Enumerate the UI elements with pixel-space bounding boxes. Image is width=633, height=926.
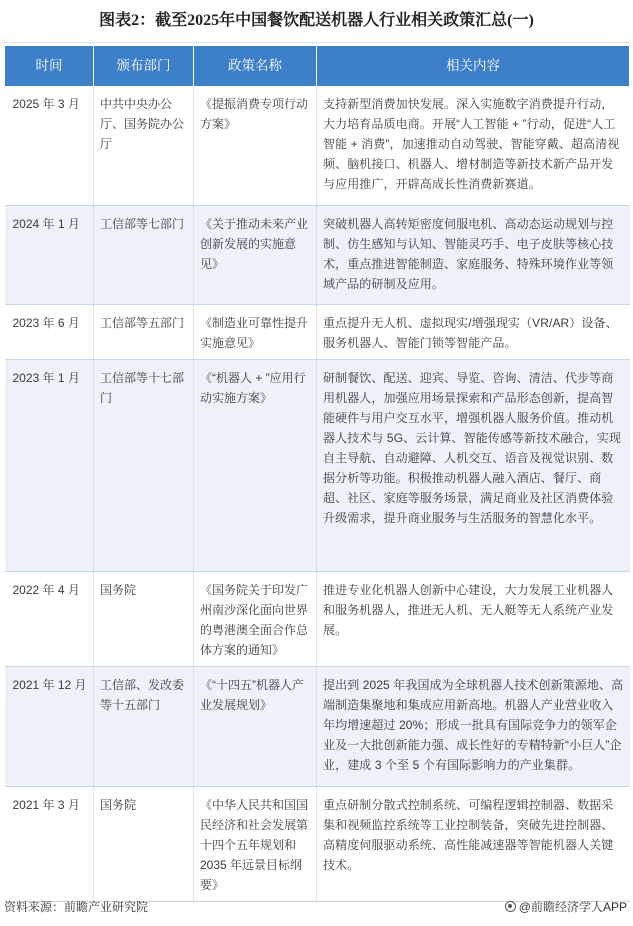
cell-time: 2023 年 6 月 (5, 304, 94, 359)
table-row (5, 666, 630, 786)
cell-content: 突破机器人高转矩密度伺服电机、高动态运动规划与控制、仿生感知与认知、智能灵巧手、电子皮肤等核心技术，重点推进智能制造、家庭服务、特殊环境作业等领域产品的研制及应用。 (317, 205, 630, 304)
header-time: 时间 (5, 46, 94, 86)
title-divider (4, 42, 629, 43)
cell-time: 2021 年 3 月 (5, 786, 94, 901)
cell-policy: 《制造业可靠性提升实施意见》 (194, 304, 317, 359)
table-row (5, 786, 630, 901)
cell-policy: 《中华人民共和国国民经济和社会发展第十四个五年规划和 2035 年远景目标纲要》 (194, 786, 317, 901)
cell-content: 支持新型消费加快发展。深入实施数字消费提升行动，大力培育品质电商。开展“人工智能 + ”行动，促进“人工智能 + 消费”，加速推动自动驾驶、智能穿戴、超高清视频、脑机接口、机器人、增材制造等新技术新产品开发与应用推广，开辟高成长性消费新赛道。 (317, 86, 630, 205)
cell-dept: 工信部等十七部门 (94, 359, 194, 571)
table-row (5, 359, 630, 571)
cell-dept: 中共中央办公厅、国务院办公厅 (94, 86, 194, 205)
cell-policy: 《“十四五”机器人产业发展规划》 (194, 666, 317, 786)
cell-policy: 《“机器人 + ”应用行动实施方案》 (194, 359, 317, 571)
cell-content: 重点研制分散式控制系统、可编程逻辑控制器、数据采集和视频监控系统等工业控制装备，突破先进控制器、高精度伺服驱动系统、高性能减速器等智能机器人关键技术。 (317, 786, 630, 901)
qianzhan-logo-icon (505, 901, 516, 912)
cell-time: 2025 年 3 月 (5, 86, 94, 205)
policy-table (4, 46, 630, 902)
cell-time: 2021 年 12 月 (5, 666, 94, 786)
brand-credit (505, 898, 627, 915)
cell-policy: 《关于推动未来产业创新发展的实施意见》 (194, 205, 317, 304)
header-policy: 政策名称 (194, 46, 317, 86)
table-row (5, 205, 630, 304)
chart-title: 图表2：截至2025年中国餐饮配送机器人行业相关政策汇总(一) (99, 12, 534, 29)
table-row (5, 571, 630, 666)
cell-time: 2022 年 4 月 (5, 571, 94, 666)
cell-time: 2024 年 1 月 (5, 205, 94, 304)
brand-text: @前瞻经济学人APP (518, 900, 627, 914)
cell-dept: 工信部、发改委等十五部门 (94, 666, 194, 786)
header-content: 相关内容 (317, 46, 630, 86)
cell-content: 提出到 2025 年我国成为全球机器人技术创新策源地、高端制造集聚地和集成应用新高地。机器人产业营业收入年均增速超过 20%；形成一批具有国际竞争力的领军企业及一大批创新能力强、成长性好的专精特新“小巨人”企业，建成 3 个至 5 个有国际影响力的产业集群。 (317, 666, 630, 786)
table-row (5, 304, 630, 359)
cell-content: 研制餐饮、配送、迎宾、导览、咨询、清洁、代步等商用机器人，加强应用场景探索和产品形态创新，提高智能硬件与用户交互水平，增强机器人服务价值。推动机器人技术与 5G、云计算、智能传感等新技术融合，实现自主导航、自动避障、人机交互、语音及视觉识别、数据分析等功能。积极推动机器人融入酒店、餐厅、商超、社区、家庭等服务场景，满足商业及社区消费体验升级需求，提升商业服务与生活服务的智慧化水平。 (317, 359, 630, 571)
table-header-row (5, 46, 630, 86)
header-dept: 颁布部门 (94, 46, 194, 86)
table-row (5, 86, 630, 205)
cell-time: 2023 年 1 月 (5, 359, 94, 571)
cell-dept: 国务院 (94, 786, 194, 901)
cell-content: 推进专业化机器人创新中心建设，大力发展工业机器人和服务机器人，推进无人机、无人艇等无人系统产业发展。 (317, 571, 630, 666)
cell-dept: 工信部等五部门 (94, 304, 194, 359)
cell-policy: 《国务院关于印发广州南沙深化面向世界的粤港澳全面合作总体方案的通知》 (194, 571, 317, 666)
source-note: 资料来源：前瞻产业研究院 (4, 900, 149, 914)
footer (0, 892, 633, 926)
cell-dept: 工信部等七部门 (94, 205, 194, 304)
cell-policy: 《提振消费专项行动方案》 (194, 86, 317, 205)
cell-content: 重点提升无人机、虚拟现实/增强现实（VR/AR）设备、服务机器人、智能门锁等智能产品。 (317, 304, 630, 359)
cell-dept: 国务院 (94, 571, 194, 666)
